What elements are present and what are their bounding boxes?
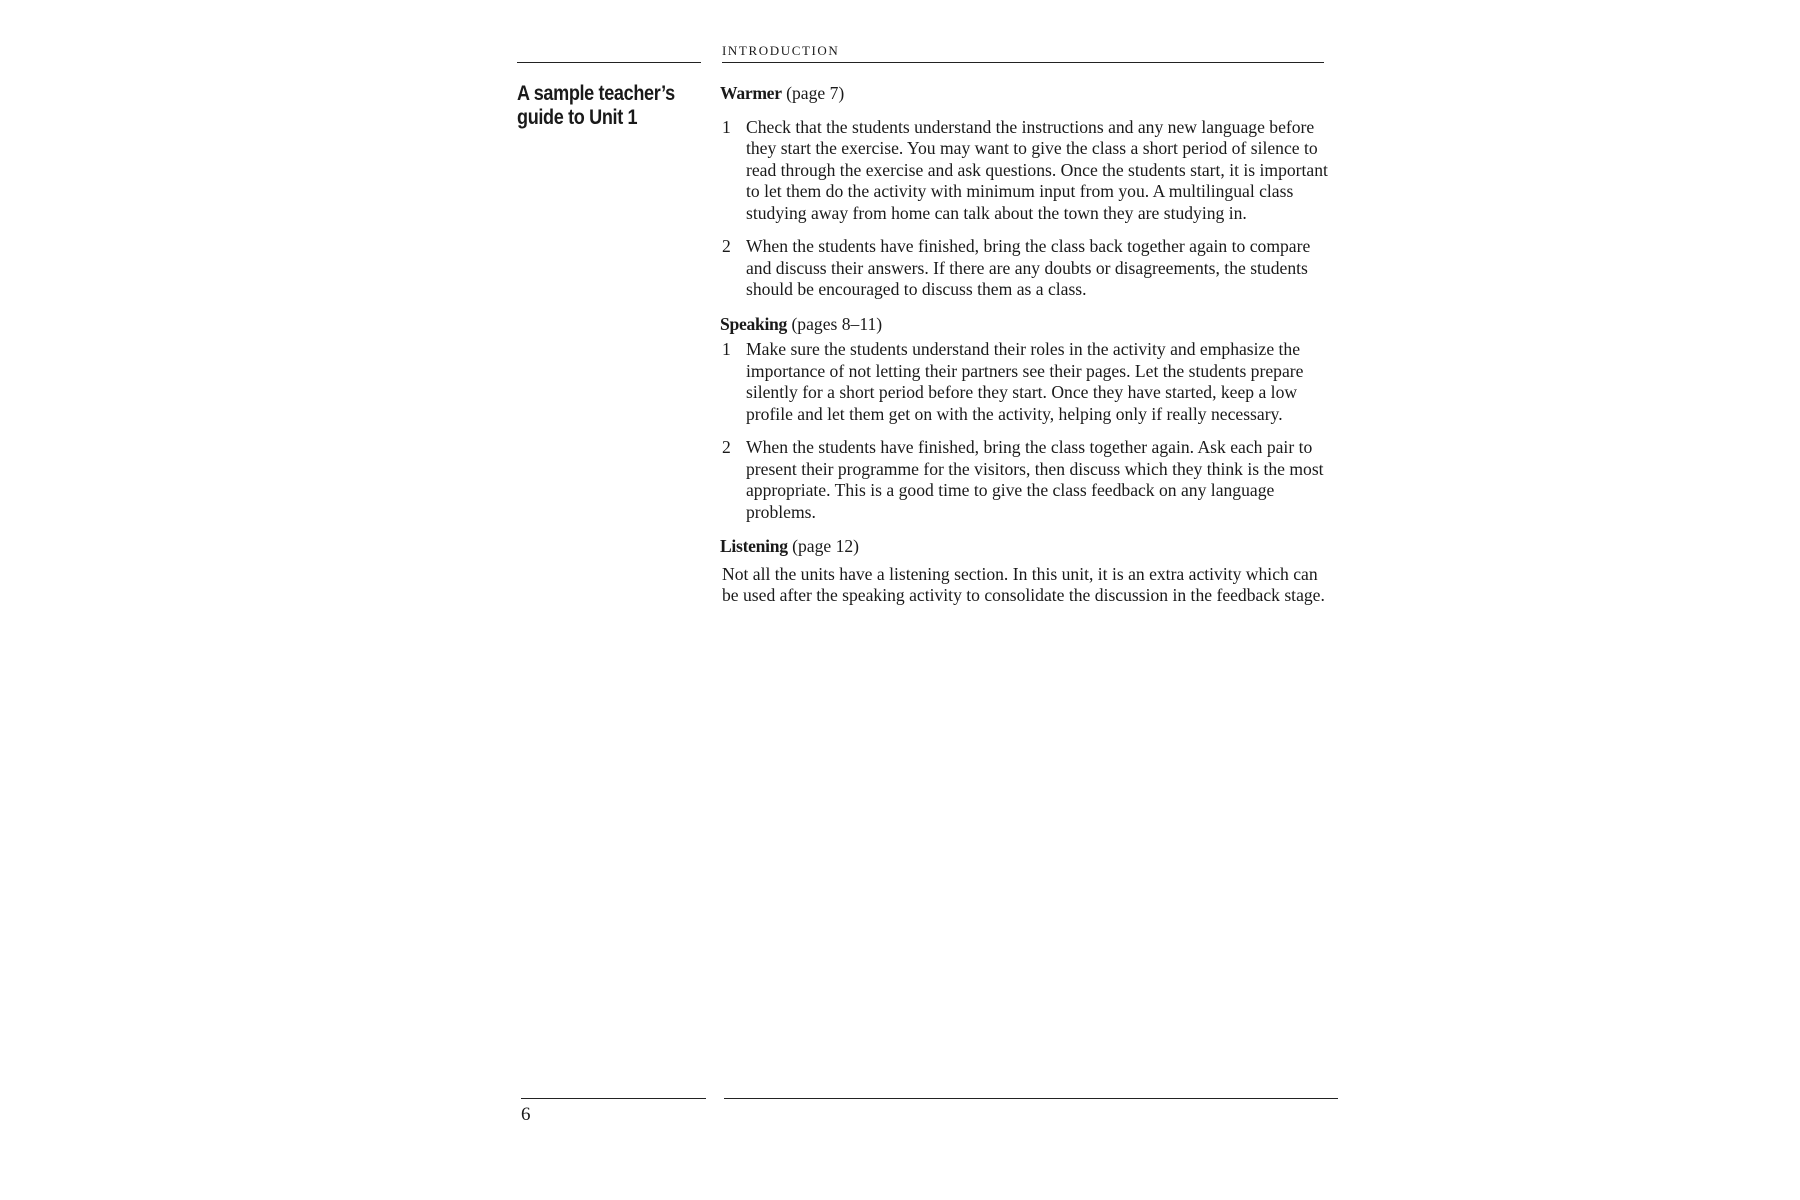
section-page-ref: (pages 8–11) <box>791 313 883 334</box>
list-item <box>720 117 1330 225</box>
section-heading-listening <box>720 536 1330 558</box>
section-title: Warmer <box>720 83 782 103</box>
list-item <box>720 236 1330 301</box>
item-number: 2 <box>722 236 731 256</box>
section-title: Speaking <box>720 313 788 334</box>
section-heading-warmer <box>720 83 1330 105</box>
item-number: 2 <box>722 437 731 457</box>
header-rule-left <box>517 62 701 63</box>
header-rule-right <box>722 62 1324 63</box>
footer-rule-right <box>724 1098 1338 1099</box>
item-text: When the students have finished, bring the class back together again to compare and discuss their answers. If there are any doubts or disagreements, the students should be encouraged to discuss them as a class. <box>746 236 1311 299</box>
item-text: Make sure the students understand their roles in the activity and emphasize the importance of not letting their partners see their pages. Let the students prepare silently for a short period before they start. Once they have started, keep a low profile and let them get on with the activity, helping only if really necessary. <box>746 339 1304 424</box>
section-page-ref: (page 12) <box>792 536 860 556</box>
section-page-ref: (page 7) <box>786 83 845 103</box>
section-title: Listening <box>720 536 788 556</box>
item-number: 1 <box>722 116 731 137</box>
footer-rule-left <box>521 1098 706 1099</box>
item-text: Check that the students understand the instructions and any new language before they start the exercise. You may want to give the class a short period of silence to read through the exercise and ask questions. Once the students start, it is important to let them do the activity with minimum input from you. A multilingual class studying away from home can talk about the town they are studying in. <box>746 116 1328 223</box>
body-paragraph: Not all the units have a listening section. In this unit, it is an extra activity which can be used after the speaking activity to consolidate the discussion in the feedback stage. <box>722 563 1325 605</box>
main-column <box>720 83 1330 607</box>
list-item <box>720 437 1330 523</box>
side-heading: A sample teacher’s guide to Unit 1 <box>517 82 675 129</box>
list-item <box>720 339 1330 425</box>
page-number: 6 <box>521 1104 531 1125</box>
running-head: INTRODUCTION <box>722 43 840 58</box>
item-number: 1 <box>722 339 731 359</box>
item-text: When the students have finished, bring the class together again. Ask each pair to present their programme for the visitors, then discuss which they think is the most appropriate. This is a good time to give the class feedback on any language problems. <box>746 437 1324 522</box>
section-heading-speaking <box>720 314 1330 336</box>
